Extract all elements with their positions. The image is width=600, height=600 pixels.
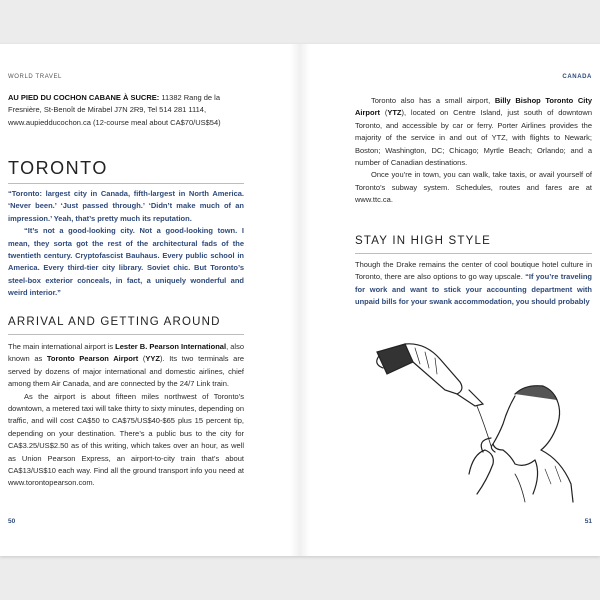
airport-name: Billy Bishop Toronto City Airport (355, 96, 592, 118)
subsection-title-stay: STAY IN HIGH STYLE (355, 235, 491, 247)
subsection-rule (8, 334, 244, 335)
illustration-man-drinking (365, 334, 575, 504)
restaurant-details: 11382 Rang de la Fresnière, St-Benoît de Mirabel J7N 2R9, Tel 514 281 1114, www.aupiedducochon.ca (12-course meal about CA$70/US$54) (8, 93, 221, 127)
text: Toronto also has a small airport, (371, 96, 495, 105)
arrival-paragraph-2: As the airport is about fifteen miles northwest of Toronto’s downtown, a metered taxi will take thirty to sixty minutes, depending on traffic, and will cost CA$50 to CA$75/US$40-$65 plus 15 percent tip, depending on your destination. There’s a public bus to the city for CA$3.25/US$2.50 as of this writing, which takes over an hour, as well as Union Pearson Express, an airport-to-city train that’s about CA$13/US$10 each way. Find all the ground transport info you need at www.torontopearson.com. (8, 391, 244, 488)
toronto-quote (8, 188, 244, 300)
text: The main international airport is (8, 342, 116, 351)
page-number-left: 50 (8, 518, 16, 525)
text: ( (138, 354, 146, 364)
airport-code: YTZ (387, 108, 402, 118)
text: Though the Drake remains the center of cool boutique hotel culture in Toronto, there are also options to go way upscale. (355, 260, 592, 282)
right-paragraph-2: Once you’re in town, you can walk, take taxis, or avail yourself of Toronto’s subway system. Schedules, routes and fares are at www.ttc.ca. (355, 170, 592, 205)
restaurant-entry (8, 92, 246, 129)
airport-name: Lester B. Pearson International (115, 342, 227, 351)
right-body (355, 95, 592, 207)
stay-quote: “If you’re traveling for work and want to stick your accounting department with unpaid bills for your swank accommodation, you should probably (355, 272, 592, 307)
gutter-shadow (290, 44, 310, 556)
right-paragraph-1 (355, 95, 592, 169)
subsection-title-arrival: ARRIVAL AND GETTING AROUND (8, 316, 221, 328)
airport-name: Toronto Pearson Airport (46, 354, 139, 364)
text: ), located on Centre Island, just south of downtown Toronto, and accessible by car or ferry. Porter Airlines provides the majority of the service in and out of YTZ, with flights to Newark; Boston; Washington, DC; Chicago; Myrtle Beach; Orlando; and a number of Canadian destinations. (355, 108, 592, 168)
arrival-body (8, 341, 244, 490)
running-head-right: CANADA (562, 74, 592, 80)
quote-paragraph-2: “It’s not a good-looking city. Not a good-looking town. I mean, they sorta got the rest of the architectural fads of the twentieth century. Cryptofascist Bauhaus. Every public school in America. Every third-tier city library. Soviet chic. But Toronto’s steel-box exterior conceals, in fact, a uniquely wonderful and weird interior.” (8, 226, 244, 298)
text: , also known as (8, 342, 244, 364)
running-head-left: WORLD TRAVEL (8, 74, 62, 80)
arrival-paragraph-1 (8, 341, 244, 391)
section-title-toronto: TORONTO (8, 158, 108, 178)
text: ( (380, 108, 388, 118)
stay-body (355, 259, 592, 309)
stay-paragraph (355, 259, 592, 309)
section-rule (8, 183, 244, 184)
page-number-right: 51 (584, 518, 592, 525)
quote-paragraph-1: “Toronto: largest city in Canada, fifth-largest in North America. ‘Never been.’ ‘Just passed through.’ ‘Didn’t make much of an impression.’ Yeah, that’s pretty much its reputation. (8, 189, 244, 223)
book-spread (0, 44, 600, 556)
text: ). Its two terminals are served by dozens of major international and domestic airlines, chief among them Air Canada, and are connected by the 24/7 Link train. (8, 354, 244, 389)
subsection-rule (355, 253, 592, 254)
restaurant-name: AU PIED DU COCHON CABANE À SUCRE: (8, 93, 160, 102)
airport-code: YYZ (145, 354, 160, 364)
